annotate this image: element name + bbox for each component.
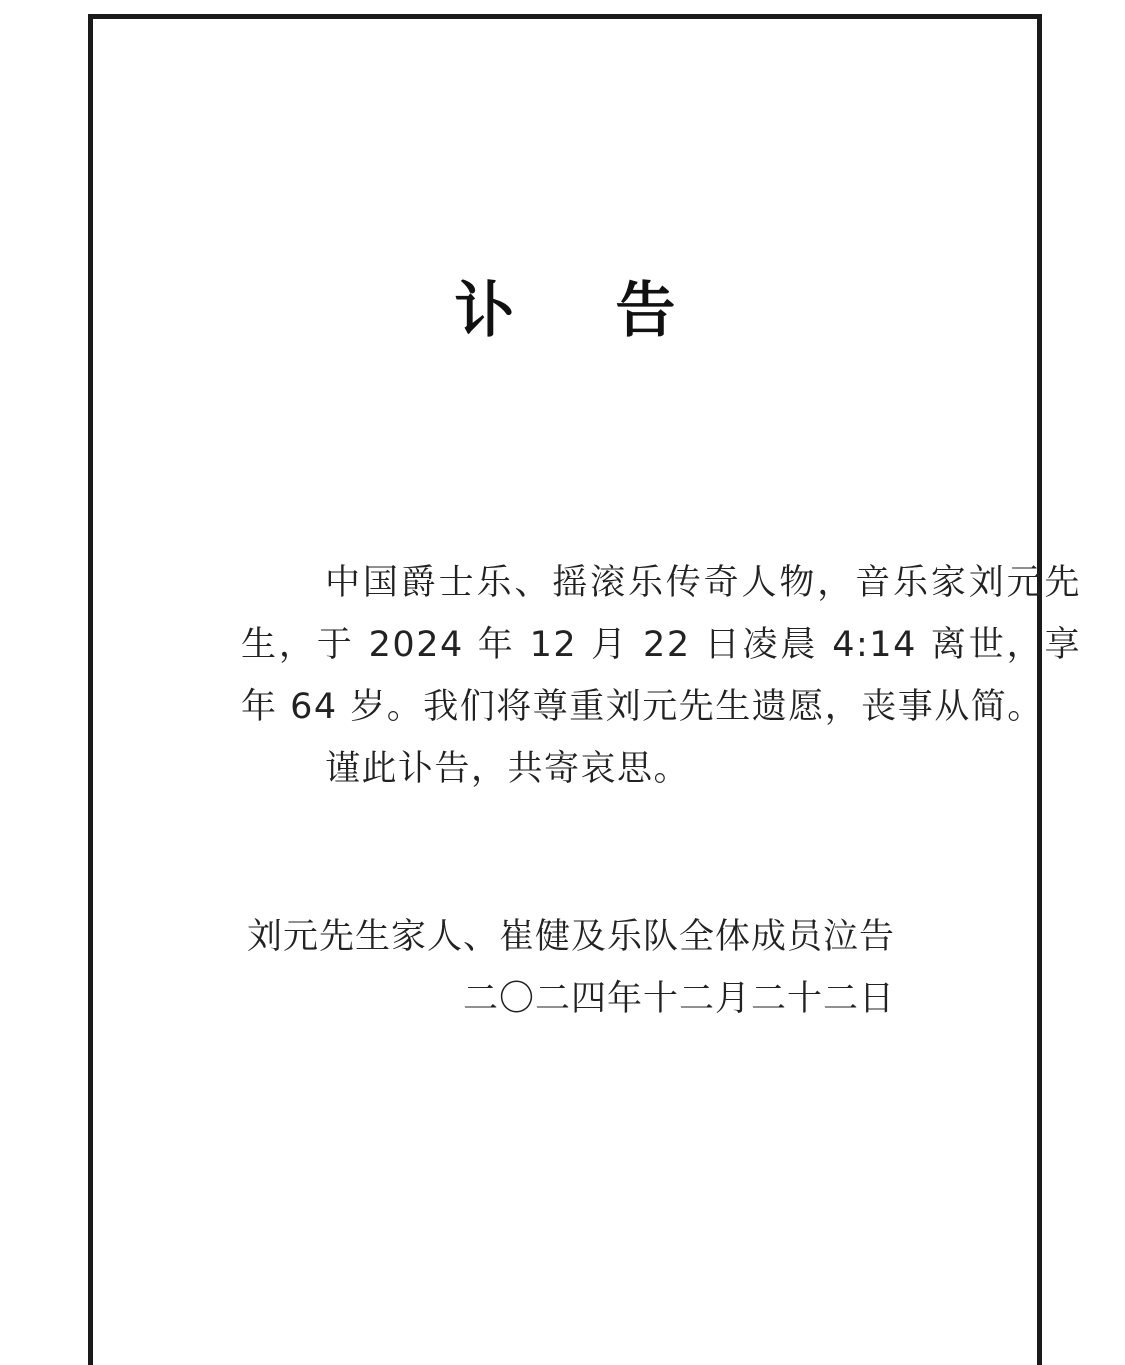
notice-paragraph-closing: 谨此讣告，共寄哀思。	[325, 749, 691, 789]
notice-signature: 刘元先生家人、崔健及乐队全体成员泣告	[246, 917, 895, 957]
notice-date: 二〇二四年十二月二十二日	[462, 979, 895, 1019]
notice-paragraph-main: 中国爵士乐、摇滚乐传奇人物，音乐家刘元先生，于 2024 年 12 月 22 日凌晨 4:14 离世，享年 64 岁。我们将尊重刘元先生遗愿，丧事从简。	[241, 563, 1081, 727]
notice-frame	[88, 14, 1081, 1365]
notice-title: 讣 告	[454, 276, 716, 346]
